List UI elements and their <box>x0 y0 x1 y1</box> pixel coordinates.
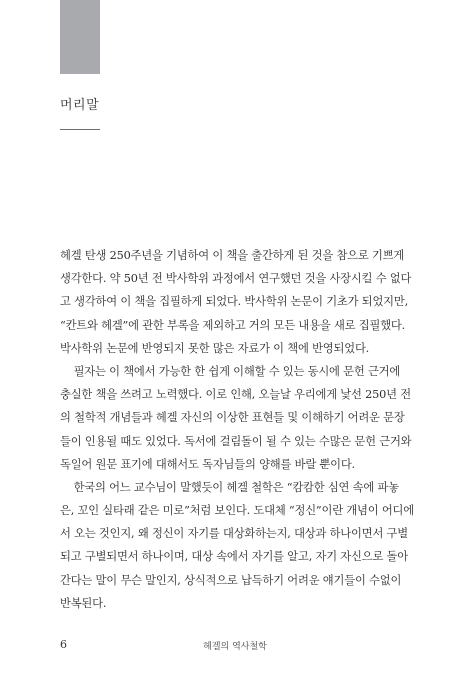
text-line: 헤겔 탄생 250주년을 기념하여 이 책을 출간하게 된 것을 참으로 기쁘게 <box>60 249 405 262</box>
text-line: “칸트와 헤겔”에 관한 부록을 제외하고 거의 모든 내용을 새로 집필했다. <box>60 318 406 332</box>
chapter-tab-block <box>60 0 100 74</box>
title-underline <box>60 129 100 130</box>
text-line: 한국의 어느 교수님이 말했듯이 헤겔 철학은 “캄캄한 심연 속에 파놓 <box>60 480 399 494</box>
running-footer-title: 헤겔의 역사철학 <box>203 642 267 652</box>
page-number: 6 <box>60 638 67 651</box>
text-line: 충실한 책을 쓰려고 노력했다. 이로 인해, 오늘날 우리에게 낯선 250년 전 <box>60 388 411 402</box>
text-line: 반복된다. <box>60 596 107 610</box>
text-line: 독일어 원문 표기에 대해서도 독자님들의 양해를 바랄 뿐이다. <box>60 457 355 471</box>
text-line: 서 오는 것인지, 왜 정신이 자기를 대상화하는지, 대상과 하나이면서 구별 <box>60 527 408 541</box>
text-line: 생각한다. 약 50년 전 박사학위 과정에서 연구했던 것을 사장시킬 수 없다 <box>60 272 412 286</box>
text-line: 은, 꼬인 실타래 같은 미로”처럼 보인다. 도대체 “정신”이란 개념이 어디에 <box>60 504 414 518</box>
text-line: 의 철학적 개념들과 헤겔 자신의 이상한 표현들 및 이해하기 어려운 문장 <box>60 411 405 425</box>
text-line: 필자는 이 책에서 가능한 한 쉽게 이해할 수 있는 동시에 문헌 근거에 <box>60 364 401 378</box>
text-line: 되고 구별되면서 하나이며, 대상 속에서 자기를 알고, 자기 자신으로 돌아 <box>60 550 408 564</box>
body-text <box>60 244 418 615</box>
text-line: 고 생각하여 이 책을 집필하게 되었다. 박사학위 논문이 기초가 되었지만, <box>60 295 408 309</box>
section-title: 머리말 <box>60 98 100 113</box>
text-line: 박사학위 논문에 반영되지 못한 많은 자료가 이 책에 반영되었다. <box>60 341 370 355</box>
text-line: 들이 인용될 때도 있었다. 독서에 걸림돌이 될 수 있는 수많은 문헌 근거와 <box>60 434 412 448</box>
text-line: 간다는 말이 무슨 말인지, 상식적으로 납득하기 어려운 얘기들이 수없이 <box>60 573 402 587</box>
